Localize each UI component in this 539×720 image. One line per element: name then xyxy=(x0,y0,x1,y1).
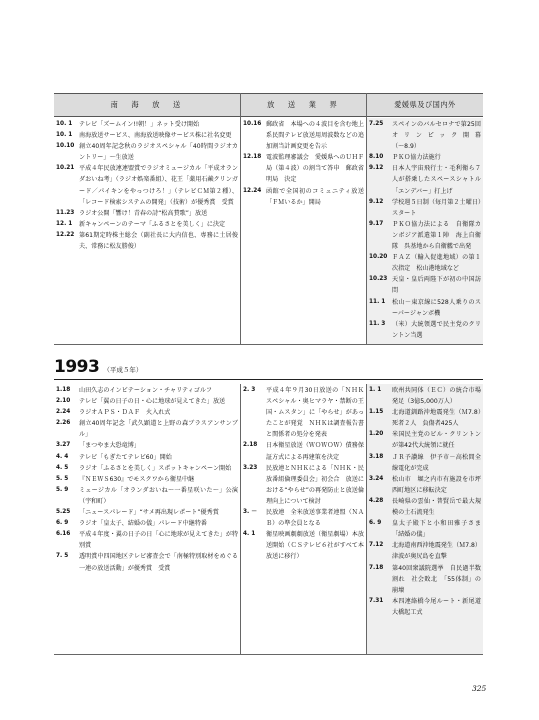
chronology-entry xyxy=(369,518,481,540)
entry-text: 新キャンペーンのテーマ「ふるさとを美しく」に決定 xyxy=(79,220,226,228)
entry-text: 南海放送サービス、南海放送映像サービス株に社名変更 xyxy=(79,132,232,140)
chronology-entry xyxy=(369,163,481,196)
entry-text: 米国民主党のビル・クリントンが第42代大統領に就任 xyxy=(392,431,481,450)
entry-text: 創立40周年記念「武久顕道と上野の森ブラスアンサンブル」 xyxy=(79,420,238,439)
column-divider xyxy=(240,93,241,344)
chronology-entry xyxy=(369,474,481,496)
entry-date: 10.21 xyxy=(56,165,75,172)
entry-text: 欧州共同体（ＥＣ）の統合市場 発足（3億5,000万人） xyxy=(392,387,488,406)
entry-date: 4. 4 xyxy=(56,453,69,460)
entry-text: テレビ「翼の日子の日・心に地球が見えてきた」放送 xyxy=(79,398,226,406)
chronology-entry xyxy=(56,141,238,163)
entry-text: （米）大統領選で民主党のクリントン当選 xyxy=(392,320,481,339)
column-divider xyxy=(240,384,241,654)
bottom-rule xyxy=(54,654,483,655)
chronology-entry xyxy=(56,407,238,418)
chronology-entry xyxy=(56,529,238,551)
entry-text: 函館で全国初のコミュニティ放送「ＦＭいるか」開局 xyxy=(266,187,364,206)
entry-text: 郵政省 本場への４波目を含む地上系民間テレビ放送用周波数などの追加割当計画変更を告示 xyxy=(266,121,364,151)
entry-text: 山田久志のインビテーション・チャリティゴルフ xyxy=(79,387,213,394)
chronology-entry xyxy=(369,119,530,152)
chronology-entry xyxy=(369,452,481,474)
entry-date: 10.20 xyxy=(369,254,388,261)
entry-date: 9.12 xyxy=(369,165,384,172)
entry-date: 10. 1 xyxy=(56,121,73,127)
year-era: （平成５年） xyxy=(103,366,143,374)
entry-date: 11. 1 xyxy=(369,298,386,305)
entry-date: 7.12 xyxy=(369,542,384,549)
chronology-entry xyxy=(56,230,238,252)
column-divider xyxy=(366,384,367,654)
entry-text: 平成４年度・翼の日子の日「心に地球が見えてきた」が特別賞 xyxy=(79,531,238,550)
year-rule xyxy=(54,379,483,380)
chronology-entry xyxy=(369,219,481,252)
entry-text: ラジオ公開「響け！青春の詩“松高賛歌”」放送 xyxy=(79,209,208,217)
entry-date: 10.23 xyxy=(369,276,388,283)
chronology-entry xyxy=(369,385,488,407)
entry-text: スペインのバルセロナで第25回オリンピック開幕 （～8.9） xyxy=(392,121,530,151)
chronology-entry xyxy=(56,208,238,219)
section1-broadcast-column xyxy=(241,118,366,344)
entry-text: 日本衛星放送（ＷＯＷＯＷ）債務保証方式による再建策を決定 xyxy=(266,442,364,461)
chronology-entry xyxy=(369,496,481,518)
entry-text: テレビ「もぎたてテレビ60」開始 xyxy=(79,453,172,461)
chronology-entry xyxy=(369,252,481,274)
entry-date: 9.17 xyxy=(369,220,384,227)
entry-date: 1.18 xyxy=(56,387,71,393)
chronology-entry xyxy=(243,507,364,529)
chronology-entry xyxy=(243,186,364,208)
chronology-entry xyxy=(56,507,238,518)
chronology-entry xyxy=(56,440,238,451)
column-divider xyxy=(366,93,367,344)
chronology-entry xyxy=(243,529,364,562)
entry-text: 衛星映画劇劇放送（衛星劇場）本放送開始（ＣＳテレビ６社がすべて本放送に移行） xyxy=(266,531,364,561)
entry-text: 第40回衆議院選挙 自民過半数割れ 社会敗北 「55体制」の崩壊 xyxy=(392,564,481,594)
chronology-entry xyxy=(56,485,238,507)
chronology-entry xyxy=(243,119,364,152)
entry-text: ラジオＡＰＳ・ＤＡＦ 火入れ式 xyxy=(79,409,171,417)
entry-date: 4. 1 xyxy=(243,531,256,538)
entry-date: 2.24 xyxy=(56,409,71,416)
entry-date: 12.22 xyxy=(56,231,75,238)
section2-broadcast-column xyxy=(241,384,366,654)
entry-date: 5.25 xyxy=(56,509,71,516)
entry-date: 12.18 xyxy=(243,154,262,161)
section2-ehime-column xyxy=(367,384,488,654)
entry-date: 2. 3 xyxy=(243,387,256,393)
entry-text: ＰＫＯ協力法施行 xyxy=(392,154,441,162)
entry-text: ミュージカル「オランダおいね～一番星咲いた～」公演（宇和町） xyxy=(79,486,238,505)
entry-date: 6.16 xyxy=(56,531,71,538)
page-number: 325 xyxy=(472,684,487,693)
chronology-entry xyxy=(56,119,238,130)
entry-date: 11.23 xyxy=(56,209,75,216)
chronology-entry xyxy=(369,197,481,219)
section-rule xyxy=(54,344,483,345)
entry-date: 9.12 xyxy=(369,198,384,205)
entry-text: 長崎県の雲仙・普賢岳で最大規模の土石流発生 xyxy=(392,497,481,517)
chronology-entry xyxy=(56,518,238,529)
entry-text: ＰＫＯ協力法による 自衛隊カンボジア派遣第１陣 海上自衛隊 呉基地から自衛艦で出発 xyxy=(392,220,481,251)
entry-text: 天皇・皇后両陛下が初の中国訪問 xyxy=(392,276,481,295)
entry-text: 透明賞中四国地区テレビ審査会で「南極特別取材をめぐる一連の放送活動」が優秀賞 受賞 xyxy=(79,553,238,572)
entry-date: 10.16 xyxy=(243,121,262,127)
entry-date: 7.18 xyxy=(369,564,384,571)
entry-date: 8.10 xyxy=(369,154,384,161)
chronology-entry xyxy=(56,474,238,485)
entry-text: 創立40周年記念秋のラジオスペシャル「40時間ラジオカントリー」～生放送 xyxy=(79,143,238,162)
entry-date: 7.31 xyxy=(369,597,384,604)
entry-date: 10. 1 xyxy=(56,132,73,139)
entry-date: 3.18 xyxy=(369,453,384,460)
entry-date: 5. 9 xyxy=(56,486,69,493)
entry-date: 3.27 xyxy=(56,442,71,449)
chronology-entry xyxy=(56,385,238,396)
entry-text: 皇太子殿下と小和田雅子さま「結婚の儀」 xyxy=(392,520,481,539)
chronology-entry xyxy=(369,540,481,562)
entry-text: 民放連 全米放送事業者連盟（ＮＡＢ）の準会員となる xyxy=(266,509,364,528)
chronology-entry xyxy=(369,563,481,596)
section1-ehime-column xyxy=(367,118,530,344)
entry-date: 7.25 xyxy=(369,121,384,127)
entry-date: 3.23 xyxy=(243,464,258,471)
chronology-entry xyxy=(56,452,238,463)
entry-text: 松山市 堀之内市有施設を市坪西町地区に移転決定 xyxy=(392,475,481,494)
chronology-entry xyxy=(243,385,364,440)
entry-date: 1.15 xyxy=(369,409,384,416)
entry-text: 民放連とＮＨＫによる「ＮＨＫ・民放番組倫理委員会」初会合 放送における“やらせ”の再発防止と放送倫理向上について検討 xyxy=(266,464,364,505)
entry-text: 「ニュースパレード」“サメ再出現レポート”優秀賞 xyxy=(79,509,219,517)
entry-date: 6. 9 xyxy=(369,520,382,527)
entry-date: 5. 5 xyxy=(56,475,69,482)
entry-text: ＦＡＺ（輸入促進地域）の第１次指定 松山港地域など xyxy=(392,254,481,273)
chronology-entry xyxy=(369,297,481,319)
chronology-entry xyxy=(369,596,481,618)
entry-text: 松山－東京線に528人乗りのスーパージャンボ機 xyxy=(392,298,481,317)
chronology-entry xyxy=(56,130,238,141)
chronology-entry xyxy=(56,418,238,440)
entry-date: 10.10 xyxy=(56,143,75,150)
chronology-entry xyxy=(243,440,364,462)
entry-date: 4. 5 xyxy=(56,464,69,471)
chronology-entry xyxy=(56,163,238,207)
entry-date: 12.24 xyxy=(243,187,262,194)
chronology-entry xyxy=(243,152,364,185)
chronology-entry xyxy=(243,463,364,507)
chronology-entry xyxy=(56,551,238,573)
section2-nankai-column xyxy=(54,384,240,654)
entry-date: 2.10 xyxy=(56,398,71,405)
entry-date: 12. 1 xyxy=(56,220,73,227)
entry-text: 平成４年９月30日放送の「ＮＨＫスペシャル・奥ヒマラヤ・禁断の王国・ムスタン」に「やらせ」があったことが発覚 ＮＨＫは調査報告書と関係者の処分を発表 xyxy=(266,387,364,439)
entry-text: 「まつやま大恐竜博」 xyxy=(79,442,140,450)
year-label: 1993 xyxy=(54,357,100,377)
entry-text: ＪＲ予讃線 伊予市－高松間全線電化が完成 xyxy=(392,453,481,472)
entry-text: 第61期定時株主総会（副社長に大内信也、専務に土居俊夫、常務に松友勝俊） xyxy=(79,231,238,251)
entry-text: 平成４年民放連連盟賞でラジオミュージカル「平成オランダおいね考」（ラジオ娯楽番組）、花王「薬用石鹸クリンガード／パイキンをやっつけろ！」（テレビＣＭ第２種）、「レコード検索システムの開発」（技術）が優秀賞 受賞 xyxy=(79,165,238,206)
chronology-entry xyxy=(369,407,488,429)
entry-date: 2.26 xyxy=(56,420,71,427)
entry-text: 日本人宇宙飛行士・毛利衛ら７人が搭乗したスペースシャトル「エンデバー」打上げ xyxy=(392,165,481,195)
chronology-entry xyxy=(369,429,481,451)
entry-text: 『ＮＥＷＳ630』でモスクワから衛星中継 xyxy=(79,475,195,483)
entry-text: 学校週５日制（毎月第２土曜日）スタート xyxy=(392,198,481,217)
chronology-entry xyxy=(369,152,481,163)
year-heading xyxy=(54,357,142,377)
header-broadcast: 放 送 業 界 xyxy=(241,93,366,117)
entry-text: ラジオ「ふるさとを美しく」スポットキャンペーン開始 xyxy=(79,464,232,472)
entry-date: 4.28 xyxy=(369,497,384,504)
entry-date: 11. 3 xyxy=(369,320,386,327)
section1-nankai-column xyxy=(54,118,240,344)
entry-text: テレビ「ズームイン!!朝！」ネット受け開始 xyxy=(79,121,200,128)
entry-date: 6. 9 xyxy=(56,520,69,527)
entry-text: 北海道南西沖地震発生（Ｍ7.8）津波が奥尻島を直撃 xyxy=(392,542,481,561)
entry-date: 3. － xyxy=(243,509,258,516)
entry-date: 7. 5 xyxy=(56,553,69,560)
entry-date: 3.24 xyxy=(369,475,384,482)
header-nankai: 南 海 放 送 xyxy=(54,93,240,117)
entry-text: ラジオ「皇太子、結婚の儀」パレード中継特番 xyxy=(79,520,207,528)
entry-text: 北海道釧路沖地震発生（Ｍ7.8） 死者２人 負傷者425人 xyxy=(392,409,488,428)
entry-date: 2.18 xyxy=(243,442,258,449)
entry-date: 1.20 xyxy=(369,431,384,438)
chronology-entry xyxy=(56,396,238,407)
header-ehime: 愛媛県及び国内外 xyxy=(367,93,483,117)
entry-date: 1. 1 xyxy=(369,387,382,393)
chronology-entry xyxy=(369,319,481,341)
entry-text: 本四連絡橋今尾ルート・新尾道大橋起工式 xyxy=(392,597,481,616)
chronology-entry xyxy=(369,274,481,296)
entry-text: 電波監理審議会 愛媛県へのＵＨＦ局（第４波）の割当て答申 郵政省明局 決定 xyxy=(266,154,364,184)
chronology-entry xyxy=(56,463,238,474)
chronology-entry xyxy=(56,219,238,230)
